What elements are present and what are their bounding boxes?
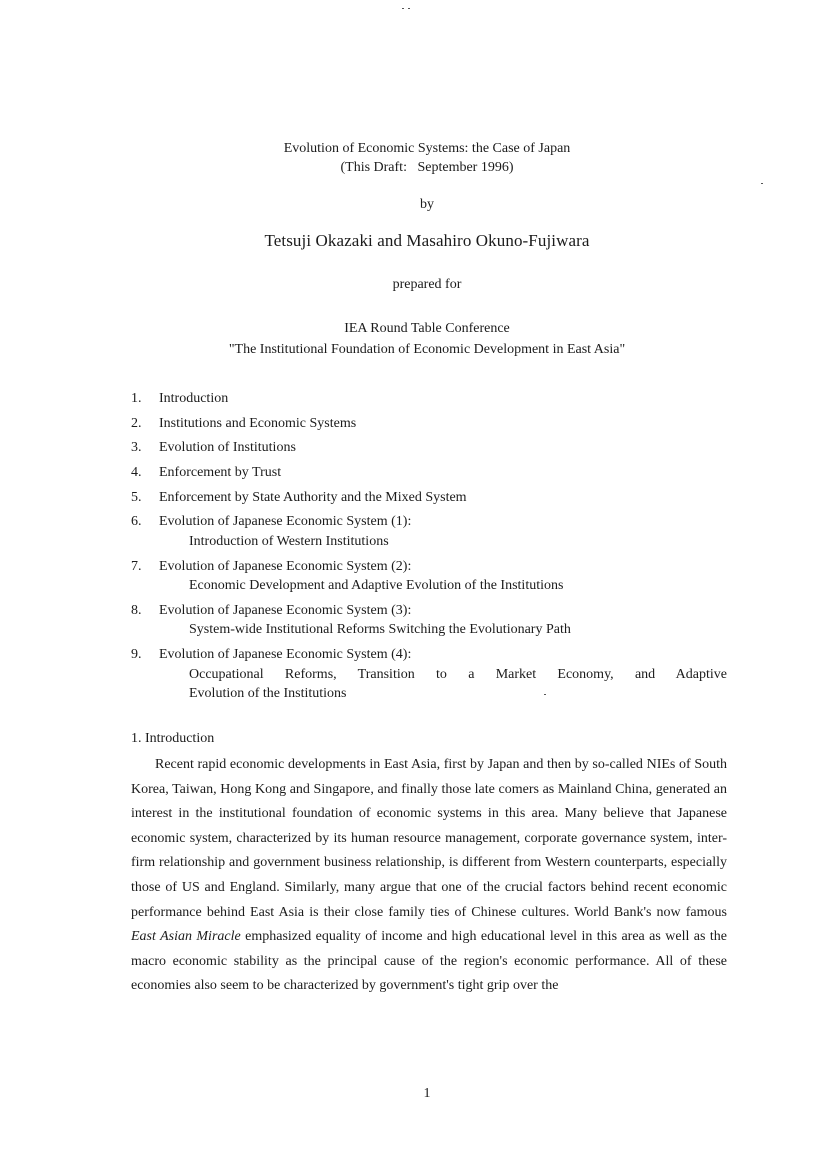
toc-item-9 xyxy=(131,645,727,704)
italic-book-title: East Asian Miracle xyxy=(131,929,241,945)
section-heading: 1. Introduction xyxy=(131,731,215,746)
toc-number: 3. xyxy=(131,440,142,456)
paragraph xyxy=(131,753,727,999)
conference-theme: "The Institutional Foundation of Economic Development in East Asia" xyxy=(228,342,626,357)
title-line-1: Evolution of Economic Systems: the Case of Japan xyxy=(283,141,571,156)
scan-speck xyxy=(408,8,410,9)
toc-label: Evolution of Japanese Economic System (4): xyxy=(159,647,412,662)
toc-item-7 xyxy=(131,557,727,596)
toc-sublabel: Evolution of the Institutions xyxy=(189,686,347,701)
toc-item-4 xyxy=(131,463,727,483)
prepared-for: prepared for xyxy=(392,277,462,292)
toc-label: Institutions and Economic Systems xyxy=(159,415,357,431)
toc-number: 2. xyxy=(131,415,142,431)
toc-label: Evolution of Institutions xyxy=(159,440,296,456)
toc-label: Evolution of Japanese Economic System (2): xyxy=(159,558,412,574)
scan-speck xyxy=(402,8,404,9)
introduction-body xyxy=(131,753,727,999)
table-of-contents xyxy=(131,389,727,709)
scan-speck xyxy=(761,183,763,184)
toc-label: Introduction xyxy=(159,391,229,406)
toc-number: 4. xyxy=(131,465,142,481)
toc-label: Evolution of Japanese Economic System (1): xyxy=(159,514,412,530)
conference-name: IEA Round Table Conference xyxy=(344,321,510,336)
toc-label: Enforcement by Trust xyxy=(159,465,282,481)
toc-number: 7. xyxy=(131,558,142,574)
toc-item-6 xyxy=(131,512,727,551)
toc-number: 1. xyxy=(131,391,142,406)
document-title xyxy=(0,139,827,177)
toc-item-2 xyxy=(131,414,727,434)
toc-sublabel: Introduction of Western Institutions xyxy=(189,533,389,549)
authors: Tetsuji Okazaki and Masahiro Okuno-Fujiwara xyxy=(264,231,590,250)
paragraph-text: Recent rapid economic developments in East Asia, first by Japan and then by so-called NIEs of South Korea, Taiwan, Hong Kong and Singapore, and finally those late comers as Mainland China, generated an interest in the institutional foundation of economic systems in this area. Many believe that Japanese economic system, characterized by its human resource management, corporate governance system, inter-firm relationship and government business relationship, is different from Western counterparts, especially those of US and England. Similarly, many argue that one of the crucial factors behind recent economic performance behind East Asia is their close family ties of Chinese cultures. World Bank's now famous xyxy=(131,757,727,920)
toc-sublabel: Occupational Reforms, Transition to a Market Economy, and Adaptive xyxy=(189,666,727,682)
toc-item-1 xyxy=(131,389,727,409)
by-line: by xyxy=(420,197,434,212)
toc-number: 6. xyxy=(131,514,142,530)
toc-sublabel: Economic Development and Adaptive Evolution of the Institutions xyxy=(189,578,564,594)
paragraph-text-continued: emphasized equality of income and high educational level in this area as well as the macro economic stability as the principal cause of the region's economic performance. All of these economies also seem to be characterized by government's tight grip over the xyxy=(131,929,728,994)
toc-number: 9. xyxy=(131,647,142,662)
toc-number: 8. xyxy=(131,602,142,618)
toc-label: Enforcement by State Authority and the Mixed System xyxy=(159,489,467,505)
toc-item-3 xyxy=(131,438,727,458)
toc-number: 5. xyxy=(131,489,142,505)
title-line-2: (This Draft: September 1996) xyxy=(340,160,514,175)
toc-item-8 xyxy=(131,601,727,640)
conference xyxy=(0,318,827,360)
toc-label: Evolution of Japanese Economic System (3): xyxy=(159,602,412,618)
page-number: 1 xyxy=(423,1086,431,1101)
toc-item-5 xyxy=(131,488,727,508)
toc-sublabel: System-wide Institutional Reforms Switching the Evolutionary Path xyxy=(189,622,571,638)
